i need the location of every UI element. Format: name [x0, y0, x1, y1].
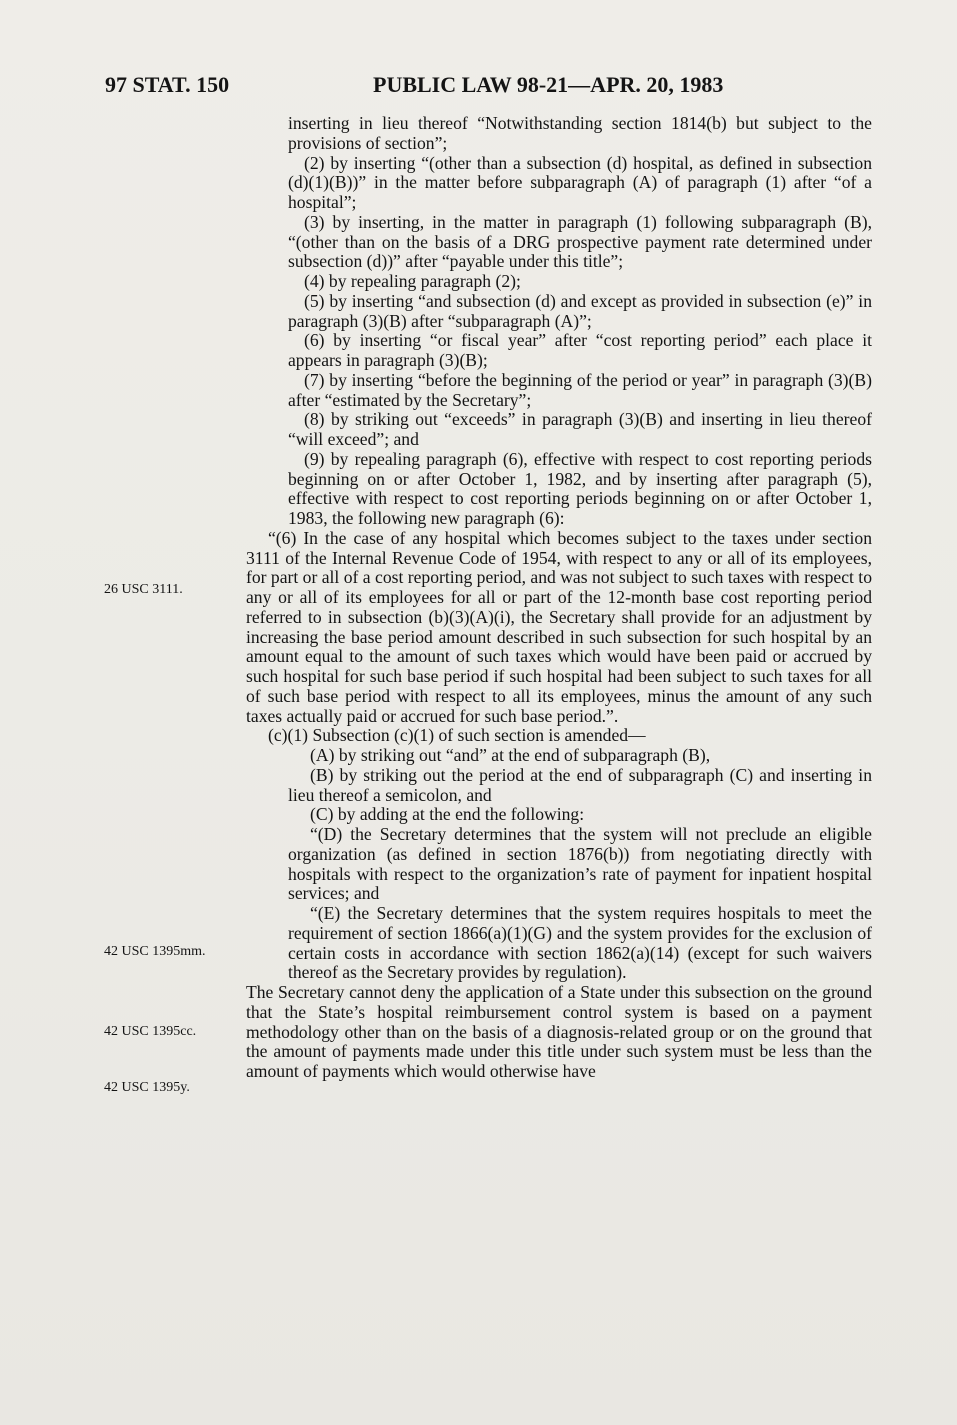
margin-citation: 42 USC 1395y. [104, 1080, 190, 1095]
paragraph: (5) by inserting “and subsection (d) and except as provided in subsection (e)” in paragraph (3)(B) after “subparagraph (A)”; [288, 290, 872, 331]
paragraph: (2) by inserting “(other than a subsection (d) hospital, as defined in subsection (d)(1)(B))” in the matter before subparagraph (A) of paragraph (1) after “of a hospital”; [288, 152, 872, 212]
paragraph: (3) by inserting, in the matter in paragraph (1) following subparagraph (B), “(other than on the basis of a DRG prospective payment rate determined under subsection (d))” after “payable under this title”; [288, 211, 872, 272]
margin-citation: 42 USC 1395mm. [104, 944, 206, 959]
running-title: PUBLIC LAW 98-21—APR. 20, 1983 [373, 72, 724, 97]
paragraph: (7) by inserting “before the beginning of the period or year” in paragraph (3)(B) after “estimated by the Secretary”; [288, 369, 872, 410]
paragraph: (A) by striking out “and” at the end of subparagraph (B), [310, 745, 711, 765]
paragraph: “(E) the Secretary determines that the system requires hospitals to meet the requirement of section 1866(a)(1)(G) and the system provides for the exclusion of certain costs in accordance with section 1862(a)(14) (except for such waivers thereof as the Secretary provides by regulation). [288, 903, 872, 983]
paragraph: “(6) In the case of any hospital which becomes subject to the taxes under section 3111 of the Internal Revenue Code of 1954, with respect to any or all of its employees, for part or all of a cost reporting period, and was not subject to such taxes with respect to any or all of its employees for all or part of the 12-month base cost reporting period referred to in subsection (b)(3)(A)(i), the Secretary shall provide for an adjustment by increasing the base period amount described in such subsection for such hospital by an amount equal to the amount of such taxes which would have been paid or accrued by such hospital for such base period if such hospital had been subject to such taxes for all of such base period with respect to all its employees, minus the amount of any such taxes actually paid or accrued for such base period.”. [246, 527, 872, 726]
body-text [246, 114, 872, 1082]
margin-citation: 42 USC 1395cc. [104, 1024, 197, 1039]
paragraph: “(D) the Secretary determines that the system will not preclude an eligible organization (as defined in section 1876(b)) from negotiating directly with hospitals with respect to the organization’s rate of payment for inpatient hospital services; and [288, 824, 872, 904]
paragraph: (9) by repealing paragraph (6), effective with respect to cost reporting periods beginning on or after October 1, 1982, and by inserting after paragraph (5), effective with respect to cost reporting periods beginning on or after October 1, 1983, the following new paragraph (6): [288, 448, 872, 528]
paragraph: (4) by repealing paragraph (2); [304, 271, 521, 291]
paragraph: The Secretary cannot deny the application of a State under this subsection on the ground that the State’s hospital reimbursement control system is based on a payment methodology other than on the basis of a diagnosis-related group or on the ground that the amount of payments made under this title under such system must be less than the amount of payments which would otherwise have [246, 982, 872, 1081]
paragraph: (6) by inserting “or fiscal year” after “cost reporting period” each place it appears in paragraph (3)(B); [288, 330, 872, 370]
paragraph: inserting in lieu thereof “Notwithstanding section 1814(b) but subject to the provisions of section”; [288, 113, 872, 153]
paragraph: (8) by striking out “exceeds” in paragraph (3)(B) and inserting in lieu thereof “will exceed”; and [288, 409, 872, 449]
page-reference: 97 STAT. 150 [105, 72, 230, 97]
paragraph: (B) by striking out the period at the end of subparagraph (C) and inserting in lieu thereof a semicolon, and [288, 764, 872, 805]
paragraph: (C) by adding at the end the following: [310, 804, 585, 825]
paragraph: (c)(1) Subsection (c)(1) of such section is amended— [268, 725, 646, 746]
margin-citation: 26 USC 3111. [104, 582, 183, 597]
page-header [105, 72, 865, 102]
